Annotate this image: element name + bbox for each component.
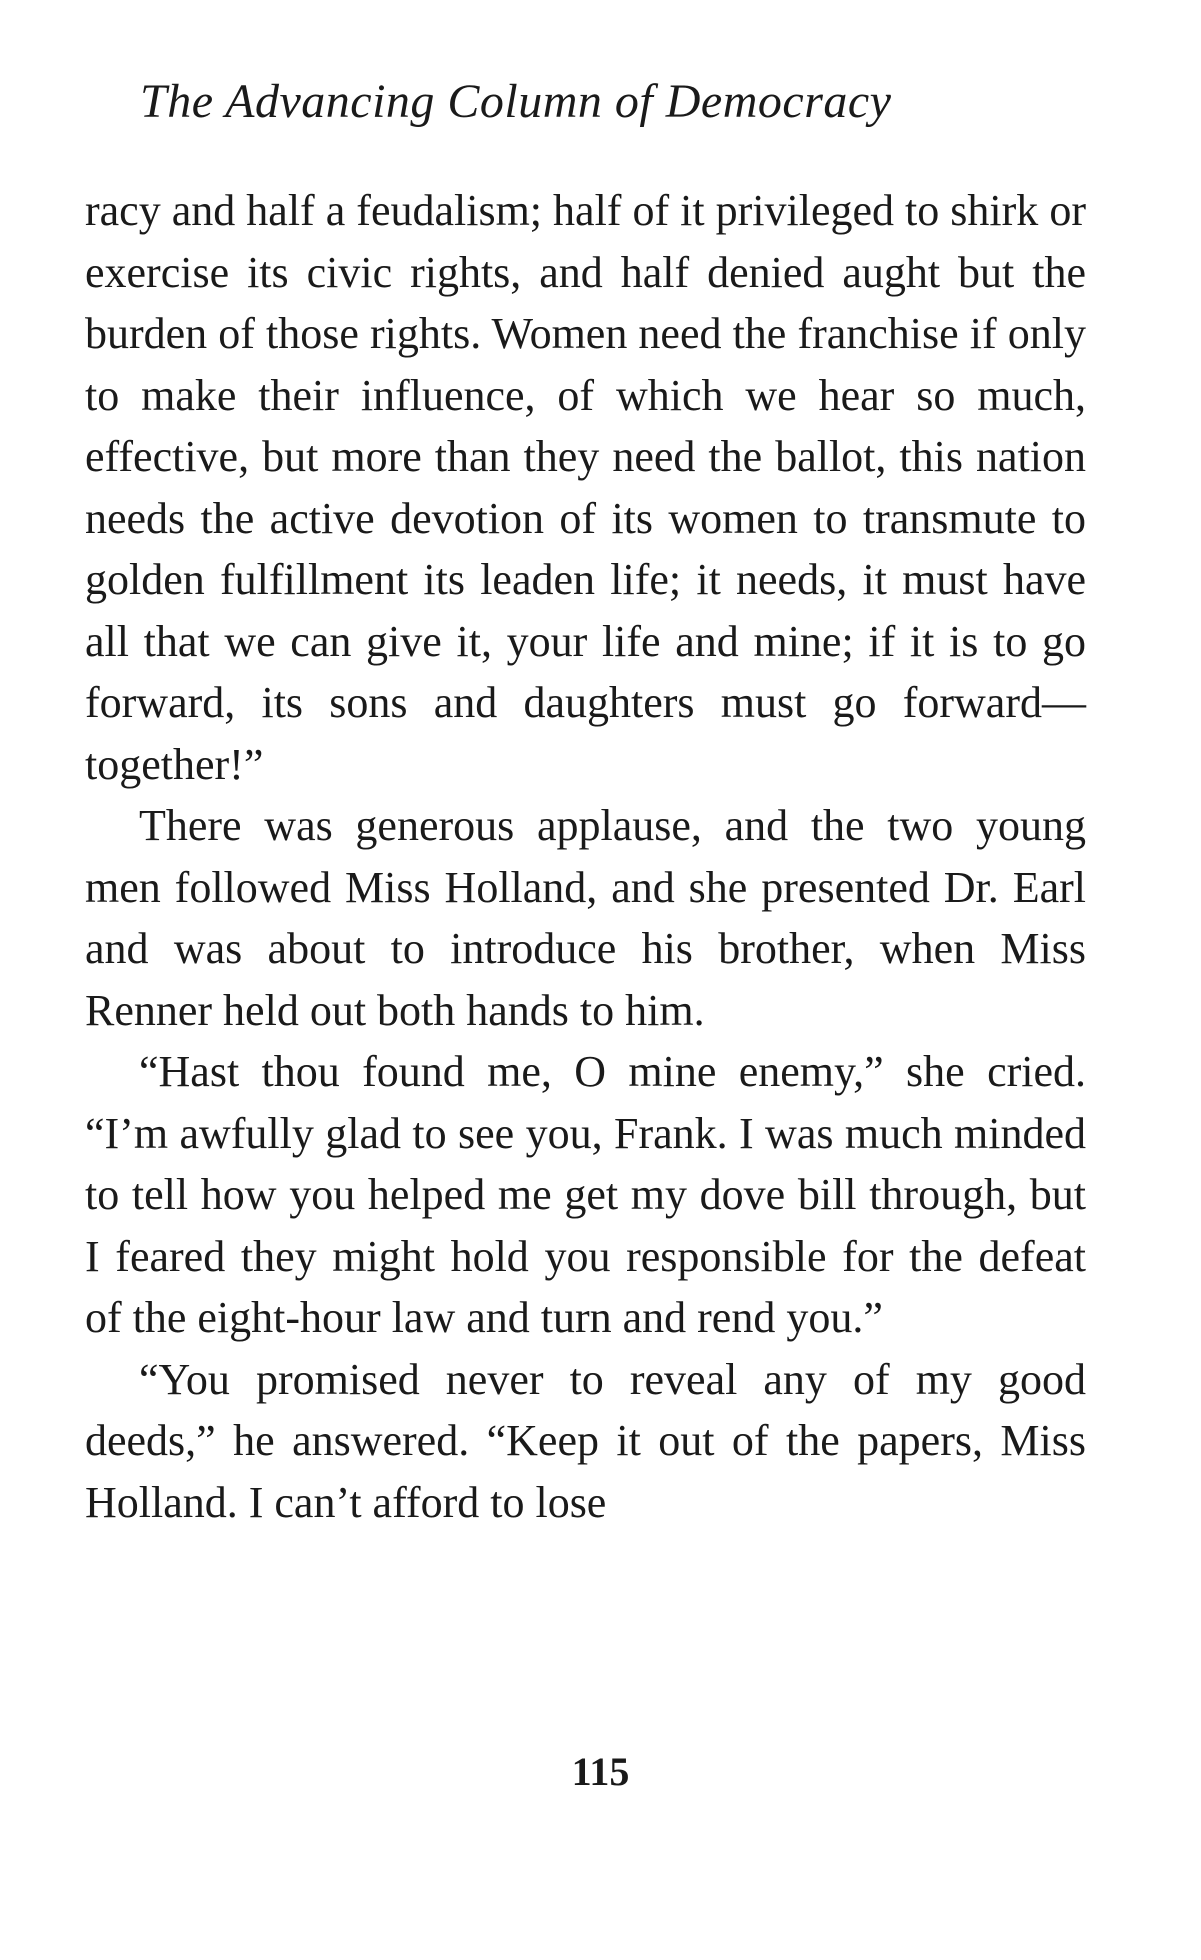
paragraph-continuation: racy and half a feudalism; half of it privileged to shirk or exercise its civic rights, and half denied aught but the burden of those rights. Women need the franchise if only to make their influence, of which we hear so much, effective, but more than they need the ballot, this nation needs the active devotion of its women to transmute to golden fulfillment its leaden life; it needs, it must have all that we can give it, your life and mine; if it is to go forward, its sons and daughters must go forward—together!” xyxy=(85,186,1086,789)
body-text xyxy=(85,180,1086,1533)
paragraph: “You promised never to reveal any of my good deeds,” he answered. “Keep it out of the papers, Miss Holland. I can’t afford to lose xyxy=(85,1354,1086,1527)
running-head: The Advancing Column of Democracy xyxy=(140,75,892,128)
paragraph: There was generous applause, and the two young men followed Miss Holland, and she presented Dr. Earl and was about to introduce his brother, when Miss Renner held out both hands to him. xyxy=(85,801,1086,1035)
paragraph: “Hast thou found me, O mine enemy,” she cried. “I’m awfully glad to see you, Frank. I was much minded to tell how you helped me get my dove bill through, but I feared they might hold you responsible for the defeat of the eight-hour law and turn and rend you.” xyxy=(85,1047,1086,1342)
page-number: 115 xyxy=(571,1749,630,1794)
